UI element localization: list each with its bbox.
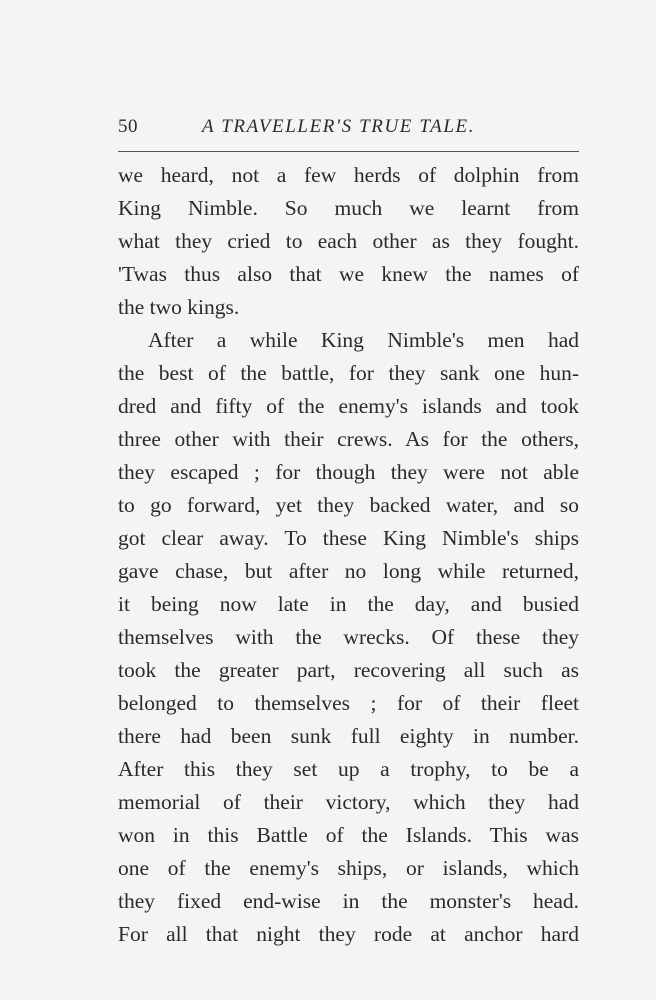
header-rule xyxy=(118,151,579,152)
running-title: A TRAVELLER'S TRUE TALE. xyxy=(202,116,476,137)
text-line: they escaped ; for though they were not able xyxy=(118,460,579,484)
text-line: memorial of their victory, which they had xyxy=(118,790,579,814)
page-number: 50 xyxy=(118,116,138,137)
text-line: 'Twas thus also that we knew the names of xyxy=(118,262,579,286)
text-line: took the greater part, recovering all such as xyxy=(118,658,579,682)
text-line: it being now late in the day, and busied xyxy=(118,592,579,616)
text-line: the two kings. xyxy=(118,295,240,319)
text-line: got clear away. To these King Nimble's ships xyxy=(118,526,579,550)
text-line: one of the enemy's ships, or islands, which xyxy=(118,856,579,880)
text-line: the best of the battle, for they sank one hun- xyxy=(118,361,579,385)
text-line: gave chase, but after no long while returned, xyxy=(118,559,579,583)
running-head xyxy=(118,116,558,140)
text-line: there had been sunk full eighty in number. xyxy=(118,724,579,748)
paragraph-start-line: After a while King Nimble's men had xyxy=(148,328,579,352)
text-line: won in this Battle of the Islands. This was xyxy=(118,823,579,847)
text-line: to go forward, yet they backed water, and so xyxy=(118,493,579,517)
text-line: King Nimble. So much we learnt from xyxy=(118,196,579,220)
text-line: we heard, not a few herds of dolphin from xyxy=(118,163,579,187)
text-line: For all that night they rode at anchor hard xyxy=(118,922,579,946)
text-line: three other with their crews. As for the others, xyxy=(118,427,579,451)
text-line: themselves with the wrecks. Of these they xyxy=(118,625,579,649)
text-line: dred and fifty of the enemy's islands and took xyxy=(118,394,579,418)
text-line: After this they set up a trophy, to be a xyxy=(118,757,579,781)
text-line: they fixed end-wise in the monster's head. xyxy=(118,889,579,913)
text-line: what they cried to each other as they fought. xyxy=(118,229,579,253)
text-line: belonged to themselves ; for of their fleet xyxy=(118,691,579,715)
body-text xyxy=(118,159,579,951)
